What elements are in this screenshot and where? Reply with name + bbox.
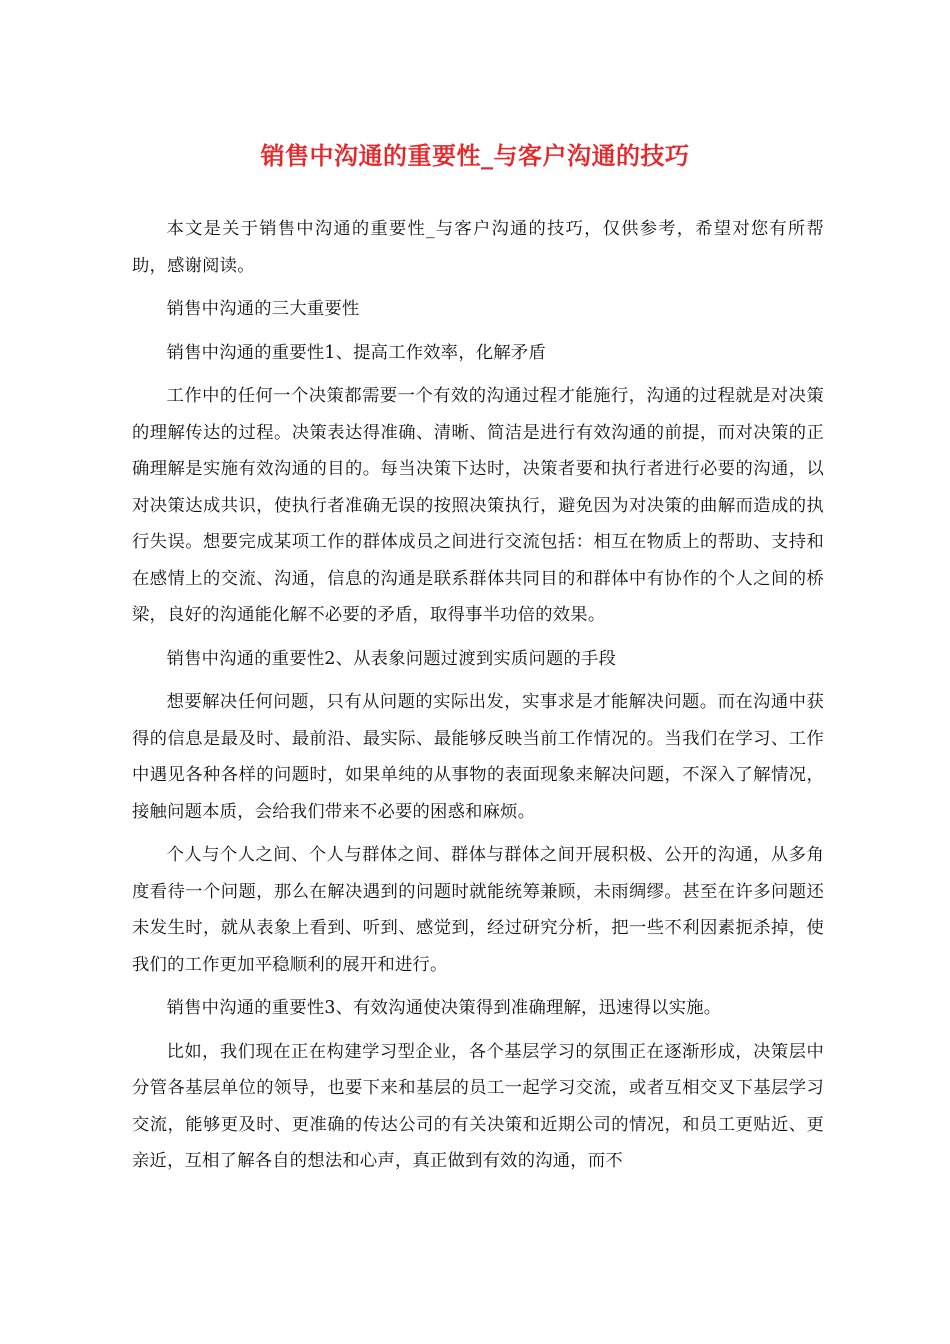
body-paragraph: 个人与个人之间、个人与群体之间、群体与群体之间开展积极、公开的沟通，从多角度看待一个问题，那么在解决遇到的问题时就能统筹兼顾，未雨绸缪。甚至在许多问题还未发生时，就从表象上看到、听到、感觉到，经过研究分析，把一些不利因素扼杀掉，使我们的工作更加平稳顺利的展开和进行。 [132,845,824,975]
document-body [132,211,824,1187]
section-heading: 销售中沟通的三大重要性 [166,299,360,319]
point-heading-3: 销售中沟通的重要性3、有效沟通使决策得到准确理解，迅速得以实施。 [166,998,722,1018]
intro-paragraph: 本文是关于销售中沟通的重要性_与客户沟通的技巧，仅供参考，希望对您有所帮助，感谢阅读。 [132,219,824,276]
body-paragraph: 比如，我们现在正在构建学习型企业，各个基层学习的氛围正在逐渐形成，决策层中分管各基层单位的领导，也要下来和基层的员工一起学习交流，或者互相交叉下基层学习交流，能够更及时、更准确的传达公司的有关决策和近期公司的情况，和员工更贴近、更亲近，互相了解各自的想法和心声，真正做到有效的沟通，而不 [132,1041,824,1171]
point-heading-2: 销售中沟通的重要性2、从表象问题过渡到实质问题的手段 [166,648,617,669]
point-heading-1: 销售中沟通的重要性1、提高工作效率，化解矛盾 [166,342,546,363]
body-paragraph: 想要解决任何问题，只有从问题的实际出发，实事求是才能解决问题。而在沟通中获得的信息是最及时、最前沿、最实际、最能够反映当前工作情况的。当我们在学习、工作中遇见各种各样的问题时，如果单纯的从事物的表面现象来解决问题，不深入了解情况，接触问题本质，会给我们带来不必要的困惑和麻烦。 [132,692,824,822]
document-title: 销售中沟通的重要性_与客户沟通的技巧 [260,142,690,170]
body-paragraph: 工作中的任何一个决策都需要一个有效的沟通过程才能施行，沟通的过程就是对决策的理解传达的过程。决策表达得准确、清晰、简洁是进行有效沟通的前提，而对决策的正确理解是实施有效沟通的目的。每当决策下达时，决策者要和执行者进行必要的沟通，以对决策达成共识，使执行者准确无误的按照决策执行，避免因为对决策的曲解而造成的执行失误。想要完成某项工作的群体成员之间进行交流包括：相互在物质上的帮助、支持和在感情上的交流、沟通，信息的沟通是联系群体共同目的和群体中有协作的个人之间的桥梁，良好的沟通能化解不必要的矛盾，取得事半功倍的效果。 [132,386,824,625]
